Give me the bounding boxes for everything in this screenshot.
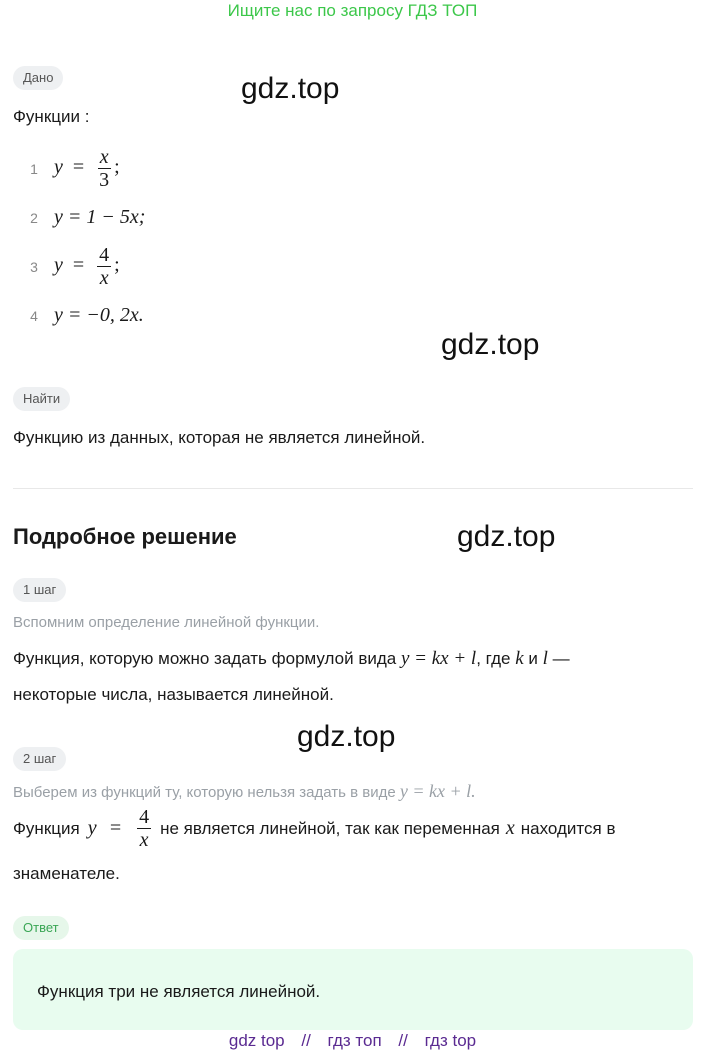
footer-link[interactable]: гдз top <box>424 1031 477 1050</box>
footer-links: gdz top // гдз топ // гдз top <box>228 1031 477 1050</box>
watermark: gdz.top <box>457 520 556 553</box>
watermark: gdz.top <box>297 720 396 753</box>
solution-title: Подробное решение <box>13 524 237 549</box>
step2-hint: Выберем из функций ту, которую нельзя задать в виде y = kx + l. <box>13 781 476 801</box>
given-item <box>26 146 120 191</box>
step2-explanation: Функция y = $\frac{4}{x}$ не является линейной, так как переменная x находится в <box>13 806 616 851</box>
math-expr: y = $\frac{x}{3}$ ; <box>54 146 120 191</box>
answer-text: Функция три не является линейной. <box>37 982 321 1001</box>
footer-link[interactable]: гдз топ <box>327 1031 382 1050</box>
footer-link[interactable]: gdz top <box>228 1031 285 1050</box>
watermark: gdz.top <box>241 72 340 105</box>
step1-definition: Функция, которую можно задать формулой вида y = kx + l, где k и l — <box>13 648 570 669</box>
step2-explanation-line2: знаменателе. <box>13 864 120 883</box>
given-item <box>26 244 120 289</box>
find-text: Функцию из данных, которая не является линейной. <box>13 428 426 447</box>
math-expr: y = 1 − 5x; <box>54 206 146 228</box>
given-item <box>26 206 145 229</box>
given-item <box>26 304 144 327</box>
item-number: 2 <box>30 209 38 226</box>
step1-definition-line2: некоторые числа, называется линейной. <box>13 685 334 704</box>
step1-hint: Вспомним определение линейной функции. <box>13 614 320 631</box>
given-intro: Функции : <box>13 107 90 126</box>
item-number: 4 <box>30 307 38 324</box>
math-expr: y = $\frac{4}{x}$ ; <box>54 244 120 289</box>
answer-label: Ответ <box>13 916 69 940</box>
divider <box>13 488 693 489</box>
step1-label: 1 шаг <box>13 578 66 602</box>
math-expr: y = −0, 2x. <box>54 304 144 326</box>
step2-label: 2 шаг <box>13 747 66 771</box>
item-number: 1 <box>30 160 38 177</box>
search-banner: Ищите нас по запросу ГДЗ ТОП <box>227 1 478 20</box>
given-label: Дано <box>13 66 63 90</box>
find-label: Найти <box>13 387 70 411</box>
item-number: 3 <box>30 258 38 275</box>
watermark: gdz.top <box>441 328 540 361</box>
